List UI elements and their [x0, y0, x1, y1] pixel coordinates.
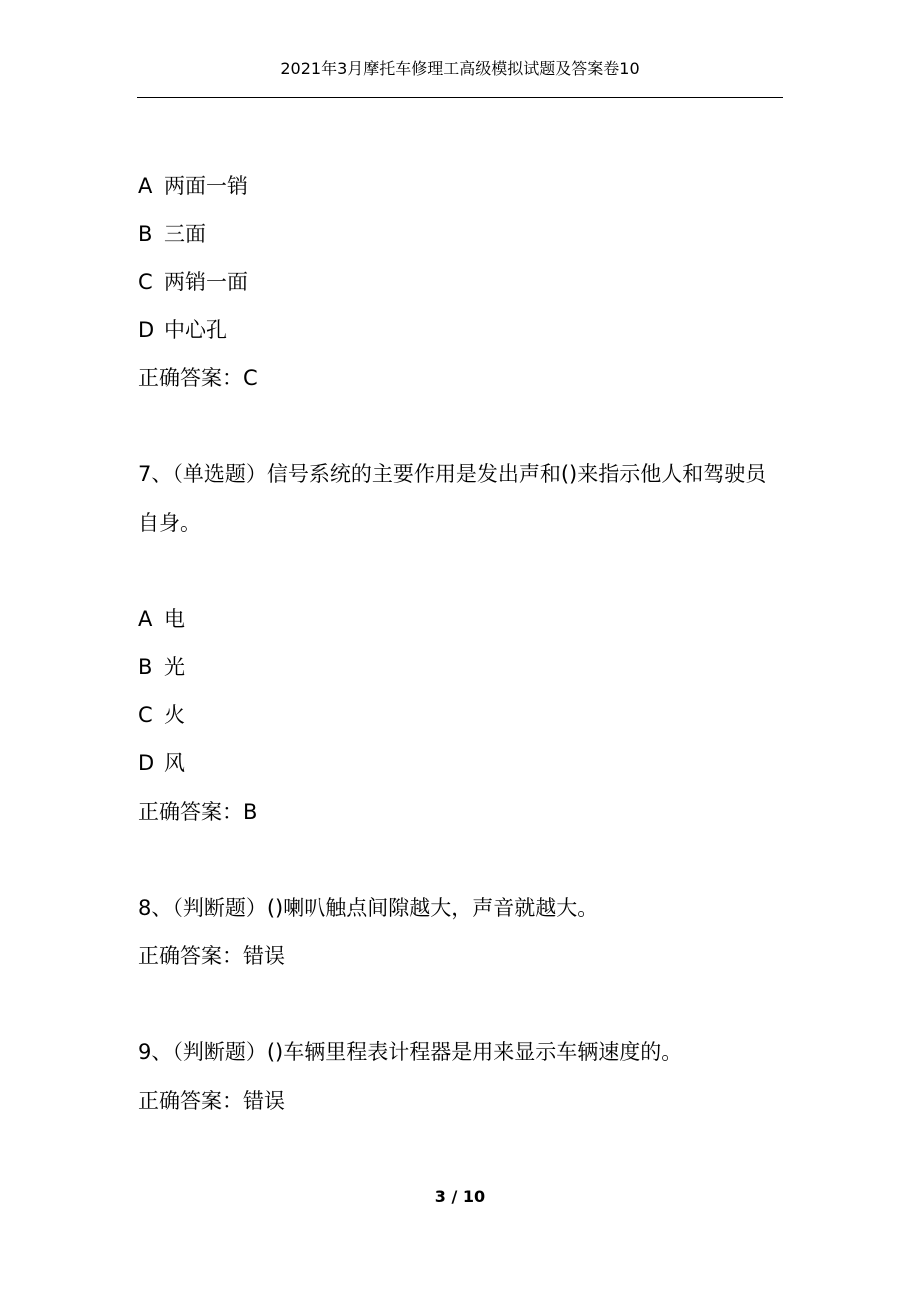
- option-letter: A: [138, 174, 153, 198]
- header-divider: [137, 97, 783, 98]
- q7-option-d: [138, 748, 185, 778]
- q7-option-c: [138, 700, 185, 730]
- option-text: 电: [164, 607, 185, 631]
- option-text: 风: [164, 751, 185, 775]
- q7-stem-line1: 7、（单选题）信号系统的主要作用是发出声和()来指示他人和驾驶员: [138, 462, 767, 486]
- option-text: 火: [164, 703, 185, 727]
- option-letter: C: [138, 270, 153, 294]
- q6-option-a: [138, 171, 248, 201]
- option-letter: A: [138, 607, 153, 631]
- option-text: 两销一面: [164, 270, 248, 294]
- option-text: 中心孔: [164, 318, 227, 342]
- option-letter: D: [138, 318, 155, 342]
- q6-option-c: [138, 267, 248, 297]
- page-number: 3 / 10: [434, 1187, 486, 1206]
- q7-stem-line2: 自身。: [138, 511, 201, 535]
- q7-option-a: [138, 604, 185, 634]
- page-header-title: 2021年3月摩托车修理工高级模拟试题及答案卷10: [280, 59, 640, 78]
- option-letter: B: [138, 222, 153, 246]
- option-text: 光: [164, 655, 185, 679]
- option-letter: D: [138, 751, 155, 775]
- option-text: 三面: [164, 222, 206, 246]
- q8-answer: 正确答案：错误: [138, 944, 285, 968]
- q6-answer: 正确答案：C: [138, 366, 258, 390]
- option-letter: B: [138, 655, 153, 679]
- q7-answer: 正确答案：B: [138, 800, 258, 824]
- q6-option-b: [138, 219, 206, 249]
- q7-option-b: [138, 652, 185, 682]
- q8-stem: 8、（判断题）()喇叭触点间隙越大，声音就越大。: [138, 896, 599, 920]
- option-letter: C: [138, 703, 153, 727]
- q6-option-d: [138, 315, 227, 345]
- q9-answer: 正确答案：错误: [138, 1089, 285, 1113]
- q9-stem: 9、（判断题）()车辆里程表计程器是用来显示车辆速度的。: [138, 1040, 683, 1064]
- option-text: 两面一销: [164, 174, 248, 198]
